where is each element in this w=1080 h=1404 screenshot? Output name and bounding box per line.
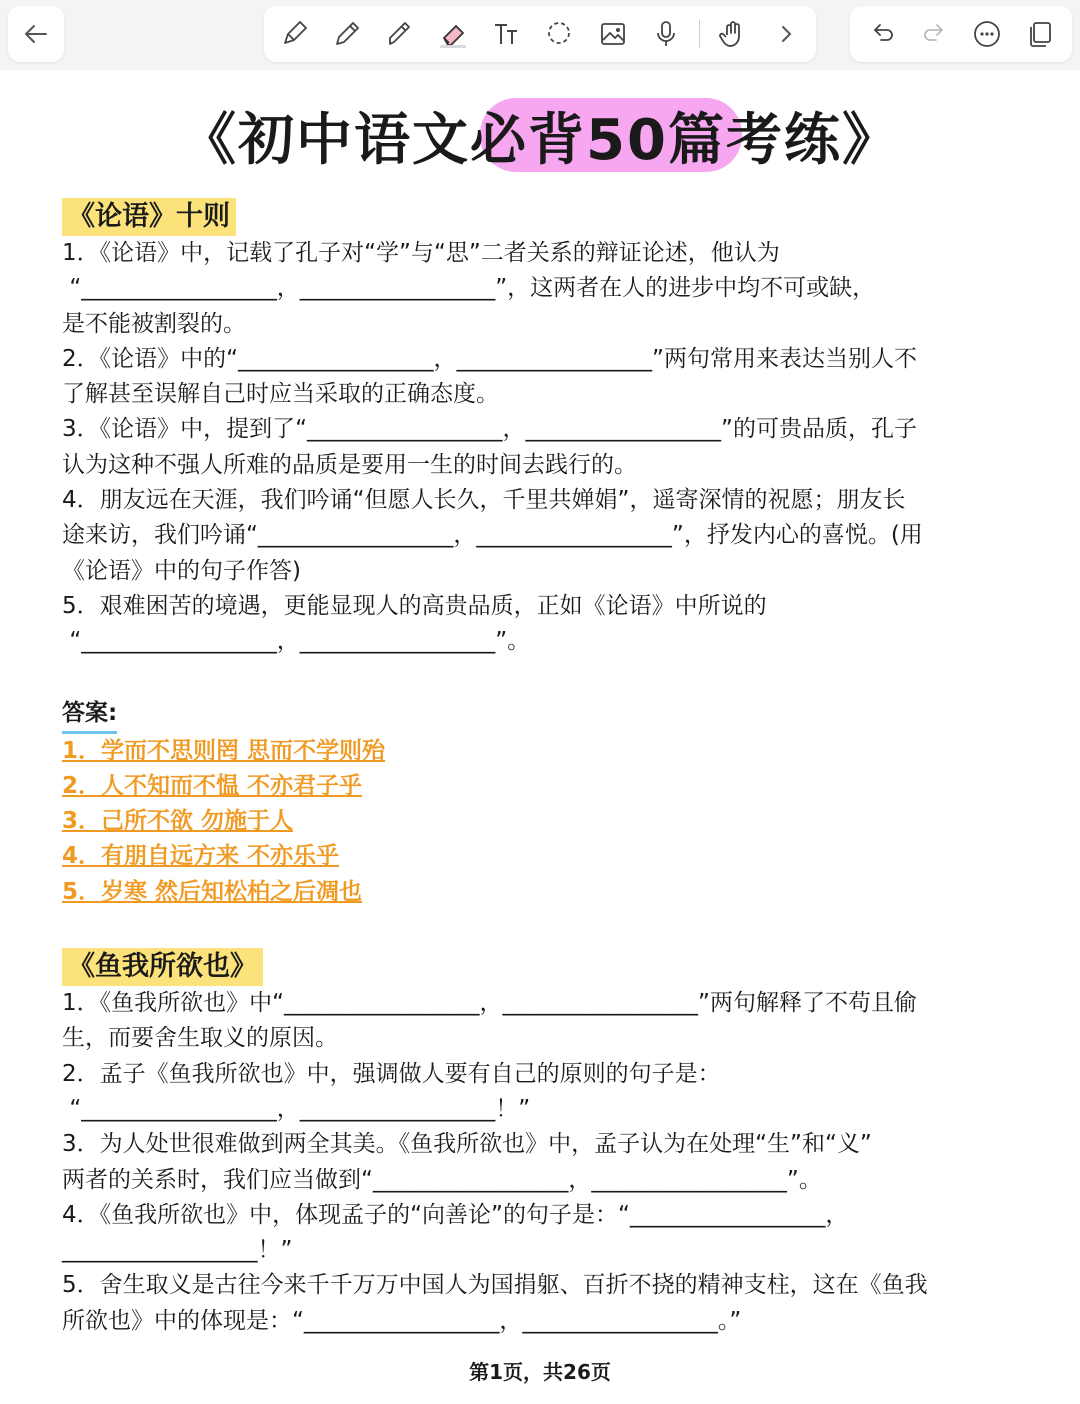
- section-heading-yuwosuoyuye: 《鱼我所欲也》: [62, 948, 263, 986]
- question-item: 5．艰难困苦的境遇，更能显现人的高贵品质，正如《论语》中所说的 “_________________，_________________”。: [62, 592, 767, 655]
- undo-icon: [867, 19, 897, 49]
- undo-button[interactable]: [862, 14, 902, 54]
- question-item: 4．《鱼我所欲也》中，体现孟子的“向善论”的句子是：“_________________， _________________！”: [62, 1201, 849, 1264]
- page-number: 第1页，共26页: [469, 1360, 611, 1384]
- image-icon: [598, 19, 628, 49]
- more-tools-button[interactable]: [766, 14, 806, 54]
- question-item: 2．《论语》中的“_________________，_________________”两句常用来表达当别人不 了解甚至误解自己时应当采取的正确态度。: [62, 345, 917, 408]
- chevron-right-icon: [771, 19, 801, 49]
- drawing-tools: [264, 6, 816, 62]
- more-options-button[interactable]: [967, 14, 1007, 54]
- redo-icon: [920, 19, 950, 49]
- question-item: 3．为人处世很难做到两全其美。《鱼我所欲也》中，孟子认为在处理“生”和“义” 两者的关系时，我们应当做到“_________________，_________________”。: [62, 1131, 872, 1193]
- answer-item: 3．己所不欲 勿施于人: [62, 808, 294, 835]
- text-tool-button[interactable]: [486, 14, 526, 54]
- lasso-icon: [544, 19, 574, 49]
- highlighter-icon: [385, 19, 415, 49]
- back-button[interactable]: [8, 6, 64, 62]
- spacer: [62, 660, 1022, 696]
- back-arrow-icon: [22, 20, 50, 48]
- text-icon: [491, 19, 521, 49]
- pencil-icon: [332, 19, 362, 49]
- top-toolbar: [0, 0, 1080, 70]
- question-item: 3．《论语》中，提到了“_________________，_________________”的可贵品质，孔子 认为这种不强人所难的品质是要用一生的时间去践行的。: [62, 416, 917, 478]
- toolbar-divider: [699, 20, 700, 48]
- question-item: 4．朋友远在天涯，我们吟诵“但愿人长久，千里共婵娟”，遥寄深情的祝愿；朋友长 途来访，我们吟诵“_________________，_________________”，抒发内心的喜悦。(用 《论语》中的句子作答): [62, 487, 923, 584]
- pencil-tool-button[interactable]: [327, 14, 367, 54]
- pen-tool-button[interactable]: [274, 14, 314, 54]
- question-item: 2．孟子《鱼我所欲也》中，强调做人要有自己的原则的句子是： “_________________，_________________！”: [62, 1060, 721, 1122]
- eraser-tool-button[interactable]: [433, 14, 473, 54]
- image-tool-button[interactable]: [593, 14, 633, 54]
- question-item: 1．《论语》中，记载了孔子对“学”与“思”二者关系的辩证论述，他认为 “_________________，_________________”，这两者在人的进步中均不可或缺， 是不能被割裂的。: [62, 240, 876, 337]
- question-item: 1．《鱼我所欲也》中“_________________，_________________”两句解释了不苟且偷 生，而要舍生取义的原因。: [62, 990, 917, 1052]
- answer-item: 4．有朋自远方来 不亦乐乎: [62, 843, 340, 870]
- answer-item: 2．人不知而不愠 不亦君子乎: [62, 772, 363, 799]
- lasso-tool-button[interactable]: [539, 14, 579, 54]
- pages-button[interactable]: [1020, 14, 1060, 54]
- pages-icon: [1025, 19, 1055, 49]
- question-item: 5．舍生取义是古往今来千千万万中国人为国捐躯、百折不挠的精神支柱，这在《鱼我 所欲也》中的体现是：“_________________，_________________。”: [62, 1272, 928, 1334]
- active-tool-indicator: [440, 45, 466, 48]
- answers-label: 答案:: [62, 696, 117, 734]
- microphone-icon: [651, 19, 681, 49]
- answer-item: 5．岁寒 然后知松柏之后凋也: [62, 878, 363, 905]
- worksheet-content: [62, 198, 1022, 1339]
- page-title: 《初中语文必背50篇考练》: [180, 108, 900, 173]
- section-heading-lunyu: 《论语》十则: [62, 198, 236, 236]
- hand-icon: [718, 19, 748, 49]
- voice-tool-button[interactable]: [646, 14, 686, 54]
- answer-item: 1．学而不思则罔 思而不学则殆: [62, 737, 386, 764]
- hand-tool-button[interactable]: [713, 14, 753, 54]
- document-actions: [850, 6, 1072, 62]
- pen-icon: [279, 19, 309, 49]
- highlighter-tool-button[interactable]: [380, 14, 420, 54]
- redo-button[interactable]: [915, 14, 955, 54]
- spacer: [62, 910, 1022, 948]
- more-icon: [972, 19, 1002, 49]
